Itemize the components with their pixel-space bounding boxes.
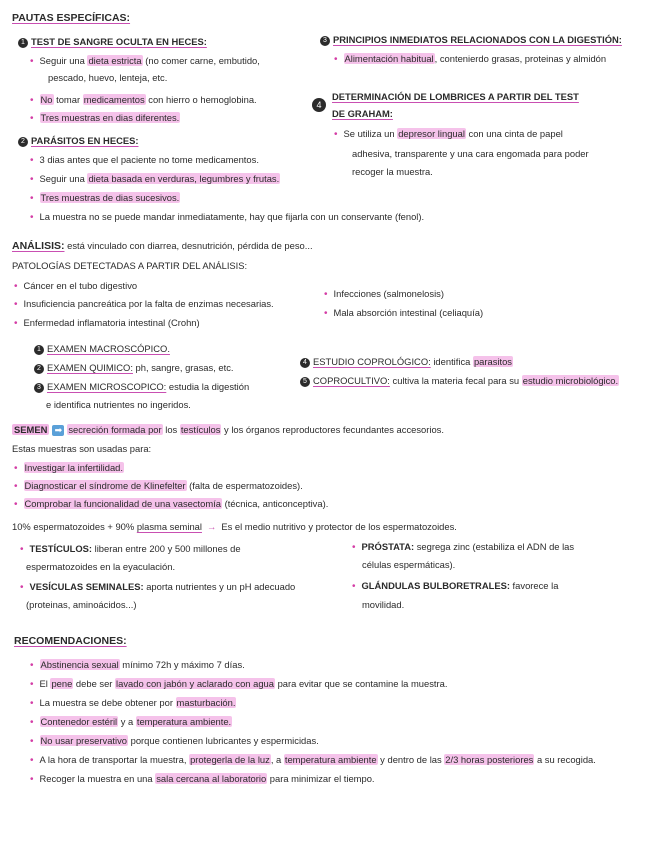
text: Es el medio nutritivo y protector de los espermatozoides. xyxy=(221,521,457,532)
text: (falta de espermatozoides). xyxy=(186,480,303,491)
text: los xyxy=(162,424,180,435)
examen-1 xyxy=(34,343,170,355)
examen-title: EXAMEN MACROSCÓPICO. xyxy=(47,343,170,354)
number-badge: 2 xyxy=(18,137,28,147)
text: aporta nutrientes y un pH adecuado xyxy=(143,581,296,592)
text-continuation: (proteinas, aminoácidos...) xyxy=(26,599,137,610)
text: Mala absorción intestinal (celiaquía) xyxy=(333,307,484,318)
parasitos-heading xyxy=(18,135,138,147)
pautas-title: PAUTAS ESPECÍFICAS: xyxy=(12,12,131,24)
list-item xyxy=(14,280,137,293)
bullet-icon: • xyxy=(334,129,338,140)
bullet-icon: • xyxy=(30,95,34,106)
testiculos-item xyxy=(20,543,241,556)
text: con hierro o hemoglobina. xyxy=(145,94,257,105)
list-item xyxy=(30,697,236,710)
number-badge-large xyxy=(312,98,326,112)
bullet-icon: • xyxy=(20,582,24,593)
list-item xyxy=(334,53,606,66)
list-item xyxy=(30,55,260,68)
text: tomar xyxy=(53,94,83,105)
highlight: Alimentación habitual xyxy=(344,53,434,64)
analisis-line xyxy=(12,240,313,252)
list-item xyxy=(30,754,596,767)
list-item xyxy=(30,173,280,186)
examen-title: COPROCULTIVO: xyxy=(313,375,390,386)
highlight: temperatura ambiente. xyxy=(136,716,232,727)
text: favorece la xyxy=(509,580,559,591)
number-badge: 4 xyxy=(300,358,310,368)
list-item xyxy=(30,773,375,786)
list-item xyxy=(30,678,447,691)
highlight: estudio microbiológico. xyxy=(522,375,619,386)
bullet-icon: • xyxy=(30,755,34,766)
examen-3 xyxy=(34,381,249,393)
highlight: Diagnosticar el síndrome de Klinefelter xyxy=(24,480,186,491)
principios-title: PRINCIPIOS INMEDIATOS RELACIONADOS CON LA DIGESTIÓN: xyxy=(333,34,622,45)
number-badge: 1 xyxy=(18,38,28,48)
text: segrega zinc (estabiliza el ADN de las xyxy=(414,541,575,552)
highlight: Investigar la infertilidad. xyxy=(24,462,124,473)
list-item xyxy=(30,112,180,125)
list-item xyxy=(334,128,563,141)
organ-title: GLÁNDULAS BULBORETRALES: xyxy=(361,580,510,591)
list-item xyxy=(30,716,232,729)
bullet-icon: • xyxy=(30,717,34,728)
text: liberan entre 200 y 500 millones de xyxy=(92,543,241,554)
organ-title: VESÍCULAS SEMINALES: xyxy=(29,581,144,592)
text: estudia la digestión xyxy=(166,381,250,392)
text: Seguir una xyxy=(39,173,88,184)
text: a su recogida. xyxy=(534,754,596,765)
highlight: 2/3 horas posteriores xyxy=(445,754,534,765)
bullet-icon: • xyxy=(20,544,24,555)
text: Se utiliza un xyxy=(343,128,398,139)
patologias-title: PATOLOGÍAS DETECTADAS A PARTIR DEL ANÁLISIS: xyxy=(12,260,248,271)
highlight: parasitos xyxy=(473,356,512,367)
bullet-icon: • xyxy=(30,736,34,747)
text: La muestra no se puede mandar inmediatamente, hay que fijarla con un conservante (fenol). xyxy=(39,211,425,222)
arrow-icon: → xyxy=(206,521,217,532)
text: mínimo 72h y máximo 7 días. xyxy=(119,659,245,670)
examen-5 xyxy=(300,375,619,387)
text: , contenierdo grasas, proteinas y almidón xyxy=(434,53,607,64)
text: (no comer carne, embutido, xyxy=(142,55,260,66)
text: Infecciones (salmonelosis) xyxy=(333,288,444,299)
highlight: secreción formada por xyxy=(68,424,162,435)
analisis-desc: está vinculado con diarrea, desnutrición, pérdida de peso... xyxy=(64,240,313,251)
highlight: masturbación. xyxy=(176,697,236,708)
highlight: testículos xyxy=(180,424,221,435)
text: El xyxy=(39,678,51,689)
highlight: sala cercana al laboratorio xyxy=(156,773,267,784)
graham-title-line1: DETERMINACIÓN DE LOMBRICES A PARTIR DEL TEST xyxy=(332,91,579,102)
text: Enfermedad inflamatoria intestinal (Crohn) xyxy=(23,317,200,328)
sangre-title: TEST DE SANGRE OCULTA EN HECES: xyxy=(31,36,207,47)
list-item xyxy=(30,211,424,224)
highlight: No usar preservativo xyxy=(40,735,128,746)
list-item xyxy=(324,288,444,301)
highlight: Contenedor estéril xyxy=(40,716,118,727)
list-item xyxy=(14,462,124,475)
number-badge: 5 xyxy=(300,377,310,387)
highlight: Tres muestras de dias sucesivos. xyxy=(40,192,180,203)
bullet-icon: • xyxy=(30,660,34,671)
bullet-icon: • xyxy=(352,581,356,592)
highlight: protegerla de la luz xyxy=(190,754,270,765)
highlight: Comprobar la funcionalidad de una vasectomía xyxy=(24,498,221,509)
number: 4 xyxy=(312,98,326,112)
highlight: Tres muestras en dias diferentes. xyxy=(40,112,180,123)
text: cultiva la materia fecal para su xyxy=(389,375,522,386)
bullet-icon: • xyxy=(30,155,34,166)
examen-4 xyxy=(300,356,513,368)
highlight: depresor lingual xyxy=(398,128,465,139)
graham-title-line2: DE GRAHAM: xyxy=(332,108,393,119)
organ-title: TESTÍCULOS: xyxy=(29,543,93,554)
recomendaciones-title: RECOMENDACIONES: xyxy=(14,635,127,647)
bullet-icon: • xyxy=(14,318,18,329)
semen-usadas: Estas muestras son usadas para: xyxy=(12,443,152,454)
text-continuation: adhesiva, transparente y una cara engomada para poder xyxy=(352,148,589,159)
list-item xyxy=(30,659,245,672)
bullet-icon: • xyxy=(14,481,18,492)
list-item xyxy=(14,298,274,311)
highlight: dieta basada en verduras, legumbres y frutas. xyxy=(88,173,280,184)
text-continuation: espermatozoides en la eyaculación. xyxy=(26,561,176,572)
examen-2 xyxy=(34,362,234,374)
text: Insuficiencia pancreática por la falta de enzimas necesarias. xyxy=(23,298,274,309)
bullet-icon: • xyxy=(30,174,34,185)
examen-title: ESTUDIO COPROLÓGICO: xyxy=(313,356,431,367)
text-continuation: células espermáticas). xyxy=(362,559,456,570)
bullet-icon: • xyxy=(30,113,34,124)
plasma-seminal: plasma seminal xyxy=(136,521,202,532)
text-continuation: movilidad. xyxy=(362,599,405,610)
highlight: Abstinencia sexual xyxy=(40,659,119,670)
bullet-icon: • xyxy=(30,698,34,709)
list-item xyxy=(30,735,319,748)
text: debe ser xyxy=(73,678,116,689)
text: 10% espermatozoides + 90% xyxy=(12,521,137,532)
principios-heading xyxy=(320,34,622,46)
list-item xyxy=(30,192,180,205)
composicion-line xyxy=(12,521,457,533)
text: identifica xyxy=(430,356,473,367)
text: Cáncer en el tubo digestivo xyxy=(23,280,138,291)
bullet-icon: • xyxy=(334,54,338,65)
highlight: pene xyxy=(51,678,73,689)
text: para minimizar el tiempo. xyxy=(267,773,375,784)
highlight: temperatura ambiente xyxy=(284,754,377,765)
bullet-icon: • xyxy=(324,289,328,300)
bullet-icon: • xyxy=(14,463,18,474)
bullet-icon: • xyxy=(30,212,34,223)
bullet-icon: • xyxy=(324,308,328,319)
text-continuation: e identifica nutrientes no ingeridos. xyxy=(46,399,191,410)
text: La muestra se debe obtener por xyxy=(39,697,176,708)
text: y a xyxy=(118,716,136,727)
arrow-right-icon: ➡ xyxy=(52,425,64,436)
number-badge: 2 xyxy=(34,364,44,374)
bullet-icon: • xyxy=(30,56,34,67)
list-item xyxy=(324,307,483,320)
list-item xyxy=(30,94,257,107)
examen-title: EXAMEN MICROSCOPICO: xyxy=(47,381,167,392)
bullet-icon: • xyxy=(14,299,18,310)
sangre-heading xyxy=(18,36,207,48)
list-item xyxy=(14,498,328,511)
number-badge: 3 xyxy=(320,36,330,46)
text: A la hora de transportar la muestra, xyxy=(39,754,190,765)
bullet-icon: • xyxy=(30,774,34,785)
text: y dentro de las xyxy=(377,754,445,765)
text-continuation: recoger la muestra. xyxy=(352,166,433,177)
semen-label: SEMEN xyxy=(14,424,48,435)
glandulas-item xyxy=(352,580,558,593)
text: Recoger la muestra en una xyxy=(39,773,156,784)
analisis-title: ANÁLISIS: xyxy=(12,240,65,252)
highlight: lavado con jabón y aclarado con agua xyxy=(116,678,274,689)
text: para evitar que se contamine la muestra. xyxy=(274,678,448,689)
text: y los órganos reproductores fecundantes accesorios. xyxy=(221,424,444,435)
examen-title: EXAMEN QUIMICO: xyxy=(47,362,133,373)
text: porque contienen lubricantes y espermicidas. xyxy=(128,735,319,746)
highlight: medicamentos xyxy=(83,94,145,105)
organ-title: PRÓSTATA: xyxy=(361,541,415,552)
number-badge: 1 xyxy=(34,345,44,355)
bullet-icon: • xyxy=(30,193,34,204)
number-badge: 3 xyxy=(34,383,44,393)
highlight: dieta estricta xyxy=(88,55,142,66)
text: (técnica, anticonceptiva). xyxy=(222,498,329,509)
semen-line xyxy=(12,424,444,436)
vesiculas-item xyxy=(20,581,295,594)
text: , a xyxy=(270,754,284,765)
bullet-icon: • xyxy=(30,679,34,690)
prostata-item xyxy=(352,541,574,554)
bullet-icon: • xyxy=(14,281,18,292)
highlight: No xyxy=(40,94,53,105)
parasitos-title: PARÁSITOS EN HECES: xyxy=(31,135,139,146)
bullet-icon: • xyxy=(352,542,356,553)
text: Seguir una xyxy=(39,55,88,66)
text: con una cinta de papel xyxy=(465,128,563,139)
text-continuation: pescado, huevo, lenteja, etc. xyxy=(48,72,168,83)
list-item xyxy=(30,154,259,167)
list-item xyxy=(14,317,200,330)
list-item xyxy=(14,480,303,493)
text: ph, sangre, grasas, etc. xyxy=(132,362,234,373)
text: 3 dias antes que el paciente no tome medicamentos. xyxy=(39,154,259,165)
bullet-icon: • xyxy=(14,499,18,510)
